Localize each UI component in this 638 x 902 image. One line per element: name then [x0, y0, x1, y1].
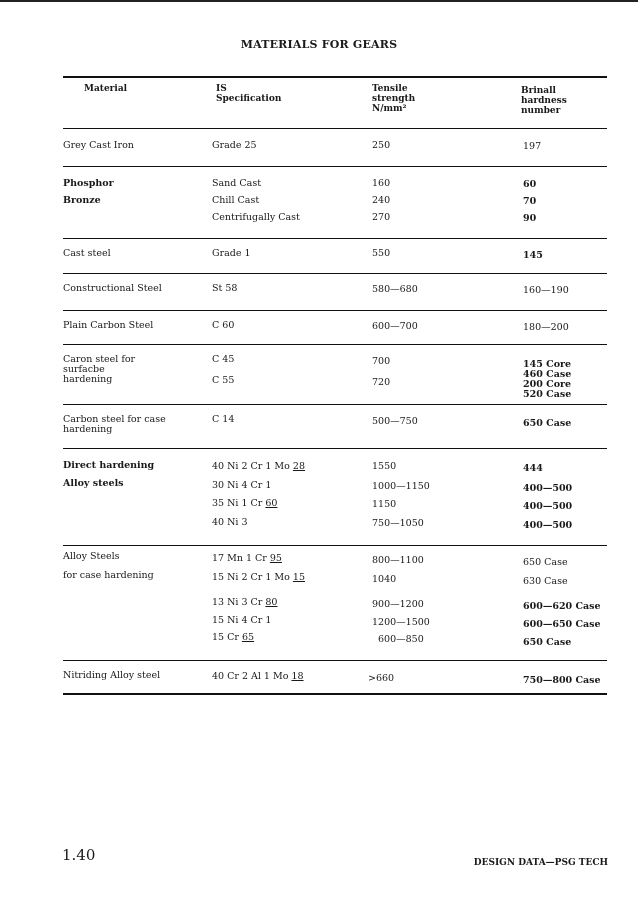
rule — [63, 344, 607, 345]
material-cell: Plain Carbon Steel — [63, 320, 154, 331]
spec-cell: C 45 — [212, 354, 235, 365]
spec-cell: C 55 — [212, 375, 235, 386]
hardness-cell: 650 Case — [523, 637, 572, 648]
hardness-cell: 630 Case — [523, 576, 568, 587]
rule-top — [63, 76, 607, 78]
material-cell: Phosphor — [63, 178, 114, 189]
tensile-cell: 800—1100 — [372, 555, 424, 566]
spec-text: 40 Cr 2 Al 1 Mo — [212, 671, 292, 682]
tensile-cell: 1000—1150 — [372, 481, 430, 492]
tensile-cell: 1040 — [372, 574, 397, 585]
tensile-cell: 720 — [372, 377, 391, 388]
spec-cell: Centrifugally Cast — [212, 212, 300, 223]
hardness-cell: 60 — [523, 179, 537, 190]
hardness-cell: 460 Case — [523, 369, 572, 380]
rule — [63, 448, 607, 449]
footer-source: DESIGN DATA—PSG TECH — [473, 858, 608, 868]
tensile-cell: 240 — [372, 195, 391, 206]
rule — [63, 404, 607, 405]
header-tensile: Tensile — [372, 84, 408, 94]
spec-text: 17 Mn 1 Cr — [212, 553, 270, 564]
tensile-cell: 600—850 — [378, 634, 424, 645]
spec-underlined: 18 — [291, 671, 304, 682]
hardness-cell: 145 — [523, 250, 543, 261]
tensile-cell: 750—1050 — [372, 518, 424, 529]
spec-cell: 40 Ni 3 — [212, 517, 248, 528]
spec-cell: Grade 1 — [212, 248, 251, 259]
header-spec: IS — [216, 84, 227, 94]
header-tensile: strength — [372, 94, 416, 104]
rule — [63, 310, 607, 311]
spec-cell — [212, 632, 254, 643]
rule — [63, 545, 607, 546]
spec-cell: Chill Cast — [212, 195, 260, 206]
material-cell: Constructional Steel — [63, 283, 162, 294]
header-brinell: hardness — [521, 96, 567, 106]
tensile-cell: 1150 — [372, 499, 397, 510]
tensile-cell: 250 — [372, 140, 391, 151]
material-cell: surfacbe — [63, 364, 105, 375]
tensile-cell: >660 — [368, 673, 395, 684]
material-cell: Carbon steel for case — [63, 414, 166, 425]
hardness-cell: 200 Core — [523, 379, 572, 390]
tensile-cell: 1200—1500 — [372, 617, 430, 628]
material-cell: Alloy Steels — [63, 551, 120, 562]
hardness-cell: 400—500 — [523, 501, 573, 512]
tensile-cell: 600—700 — [372, 321, 418, 332]
spec-cell: St 58 — [212, 283, 238, 294]
top-edge-rule — [0, 0, 638, 2]
rule — [63, 166, 607, 167]
tensile-cell: 700 — [372, 356, 391, 367]
spec-cell: C 14 — [212, 414, 235, 425]
material-cell: Caron steel for — [63, 354, 136, 365]
spec-cell — [212, 461, 305, 472]
hardness-cell: 520 Case — [523, 389, 572, 400]
tensile-cell: 900—1200 — [372, 599, 424, 610]
hardness-cell: 750—800 Case — [523, 675, 601, 686]
hardness-cell: 600—620 Case — [523, 601, 601, 612]
tensile-cell: 160 — [372, 178, 391, 189]
header-material: Material — [84, 84, 128, 94]
rule — [63, 660, 607, 661]
hardness-cell: 160—190 — [523, 285, 569, 296]
spec-cell — [212, 597, 277, 608]
spec-text: 13 Ni 3 Cr — [212, 597, 266, 608]
spec-underlined: 15 — [292, 572, 305, 583]
spec-cell: C 60 — [212, 320, 235, 331]
tensile-cell: 550 — [372, 248, 391, 259]
hardness-cell: 650 Case — [523, 557, 568, 568]
hardness-cell: 90 — [523, 213, 537, 224]
material-cell: Bronze — [63, 195, 101, 206]
spec-text: 15 Cr — [212, 632, 242, 643]
spec-underlined: 80 — [265, 597, 278, 608]
page-title: MATERIALS FOR GEARS — [240, 38, 398, 51]
spec-text: 35 Ni 1 Cr — [212, 498, 266, 509]
hardness-cell: 180—200 — [523, 322, 569, 333]
header-brinell: number — [521, 106, 561, 116]
material-cell: Nitriding Alloy steel — [63, 670, 161, 681]
material-cell: hardening — [63, 424, 113, 435]
tensile-cell: 270 — [372, 212, 391, 223]
spec-text: 40 Ni 2 Cr 1 Mo — [212, 461, 293, 472]
material-cell: hardening — [63, 374, 113, 385]
header-brinell: Brinall — [521, 86, 556, 96]
hardness-cell: 650 Case — [523, 418, 572, 429]
rule — [63, 273, 607, 274]
hardness-cell: 70 — [523, 196, 537, 207]
hardness-cell: 145 Core — [523, 359, 572, 370]
spec-text: 15 Ni 2 Cr 1 Mo — [212, 572, 293, 583]
tensile-cell: 580—680 — [372, 284, 418, 295]
tensile-cell: 500—750 — [372, 416, 418, 427]
material-cell: Alloy steels — [63, 478, 124, 489]
hardness-cell: 197 — [523, 141, 542, 152]
rule — [63, 238, 607, 239]
spec-cell — [212, 671, 304, 682]
hardness-cell: 600—650 Case — [523, 619, 601, 630]
header-tensile: N/mm² — [372, 104, 407, 114]
spec-cell: 15 Ni 4 Cr 1 — [212, 615, 272, 626]
material-cell: Grey Cast Iron — [63, 140, 134, 151]
hardness-cell: 400—500 — [523, 520, 573, 531]
material-cell: Direct hardening — [63, 460, 155, 471]
spec-underlined: 65 — [241, 632, 255, 643]
spec-cell — [212, 498, 277, 509]
rule-bottom — [63, 693, 607, 695]
material-cell: for case hardening — [63, 570, 154, 581]
spec-cell — [212, 572, 305, 583]
hardness-cell: 400—500 — [523, 483, 573, 494]
spec-cell: Sand Cast — [212, 178, 262, 189]
material-cell: Cast steel — [63, 248, 111, 259]
rule-header — [63, 128, 607, 129]
spec-underlined: 60 — [265, 498, 278, 509]
page-number: 1.40 — [62, 846, 96, 864]
tensile-cell: 1550 — [372, 461, 397, 472]
spec-cell — [212, 553, 282, 564]
spec-cell: Grade 25 — [212, 140, 257, 151]
spec-underlined: 95 — [269, 553, 282, 564]
spec-cell: 30 Ni 4 Cr 1 — [212, 480, 272, 491]
header-spec: Specification — [216, 94, 282, 104]
spec-underlined: 28 — [292, 461, 305, 472]
hardness-cell: 444 — [523, 463, 543, 474]
